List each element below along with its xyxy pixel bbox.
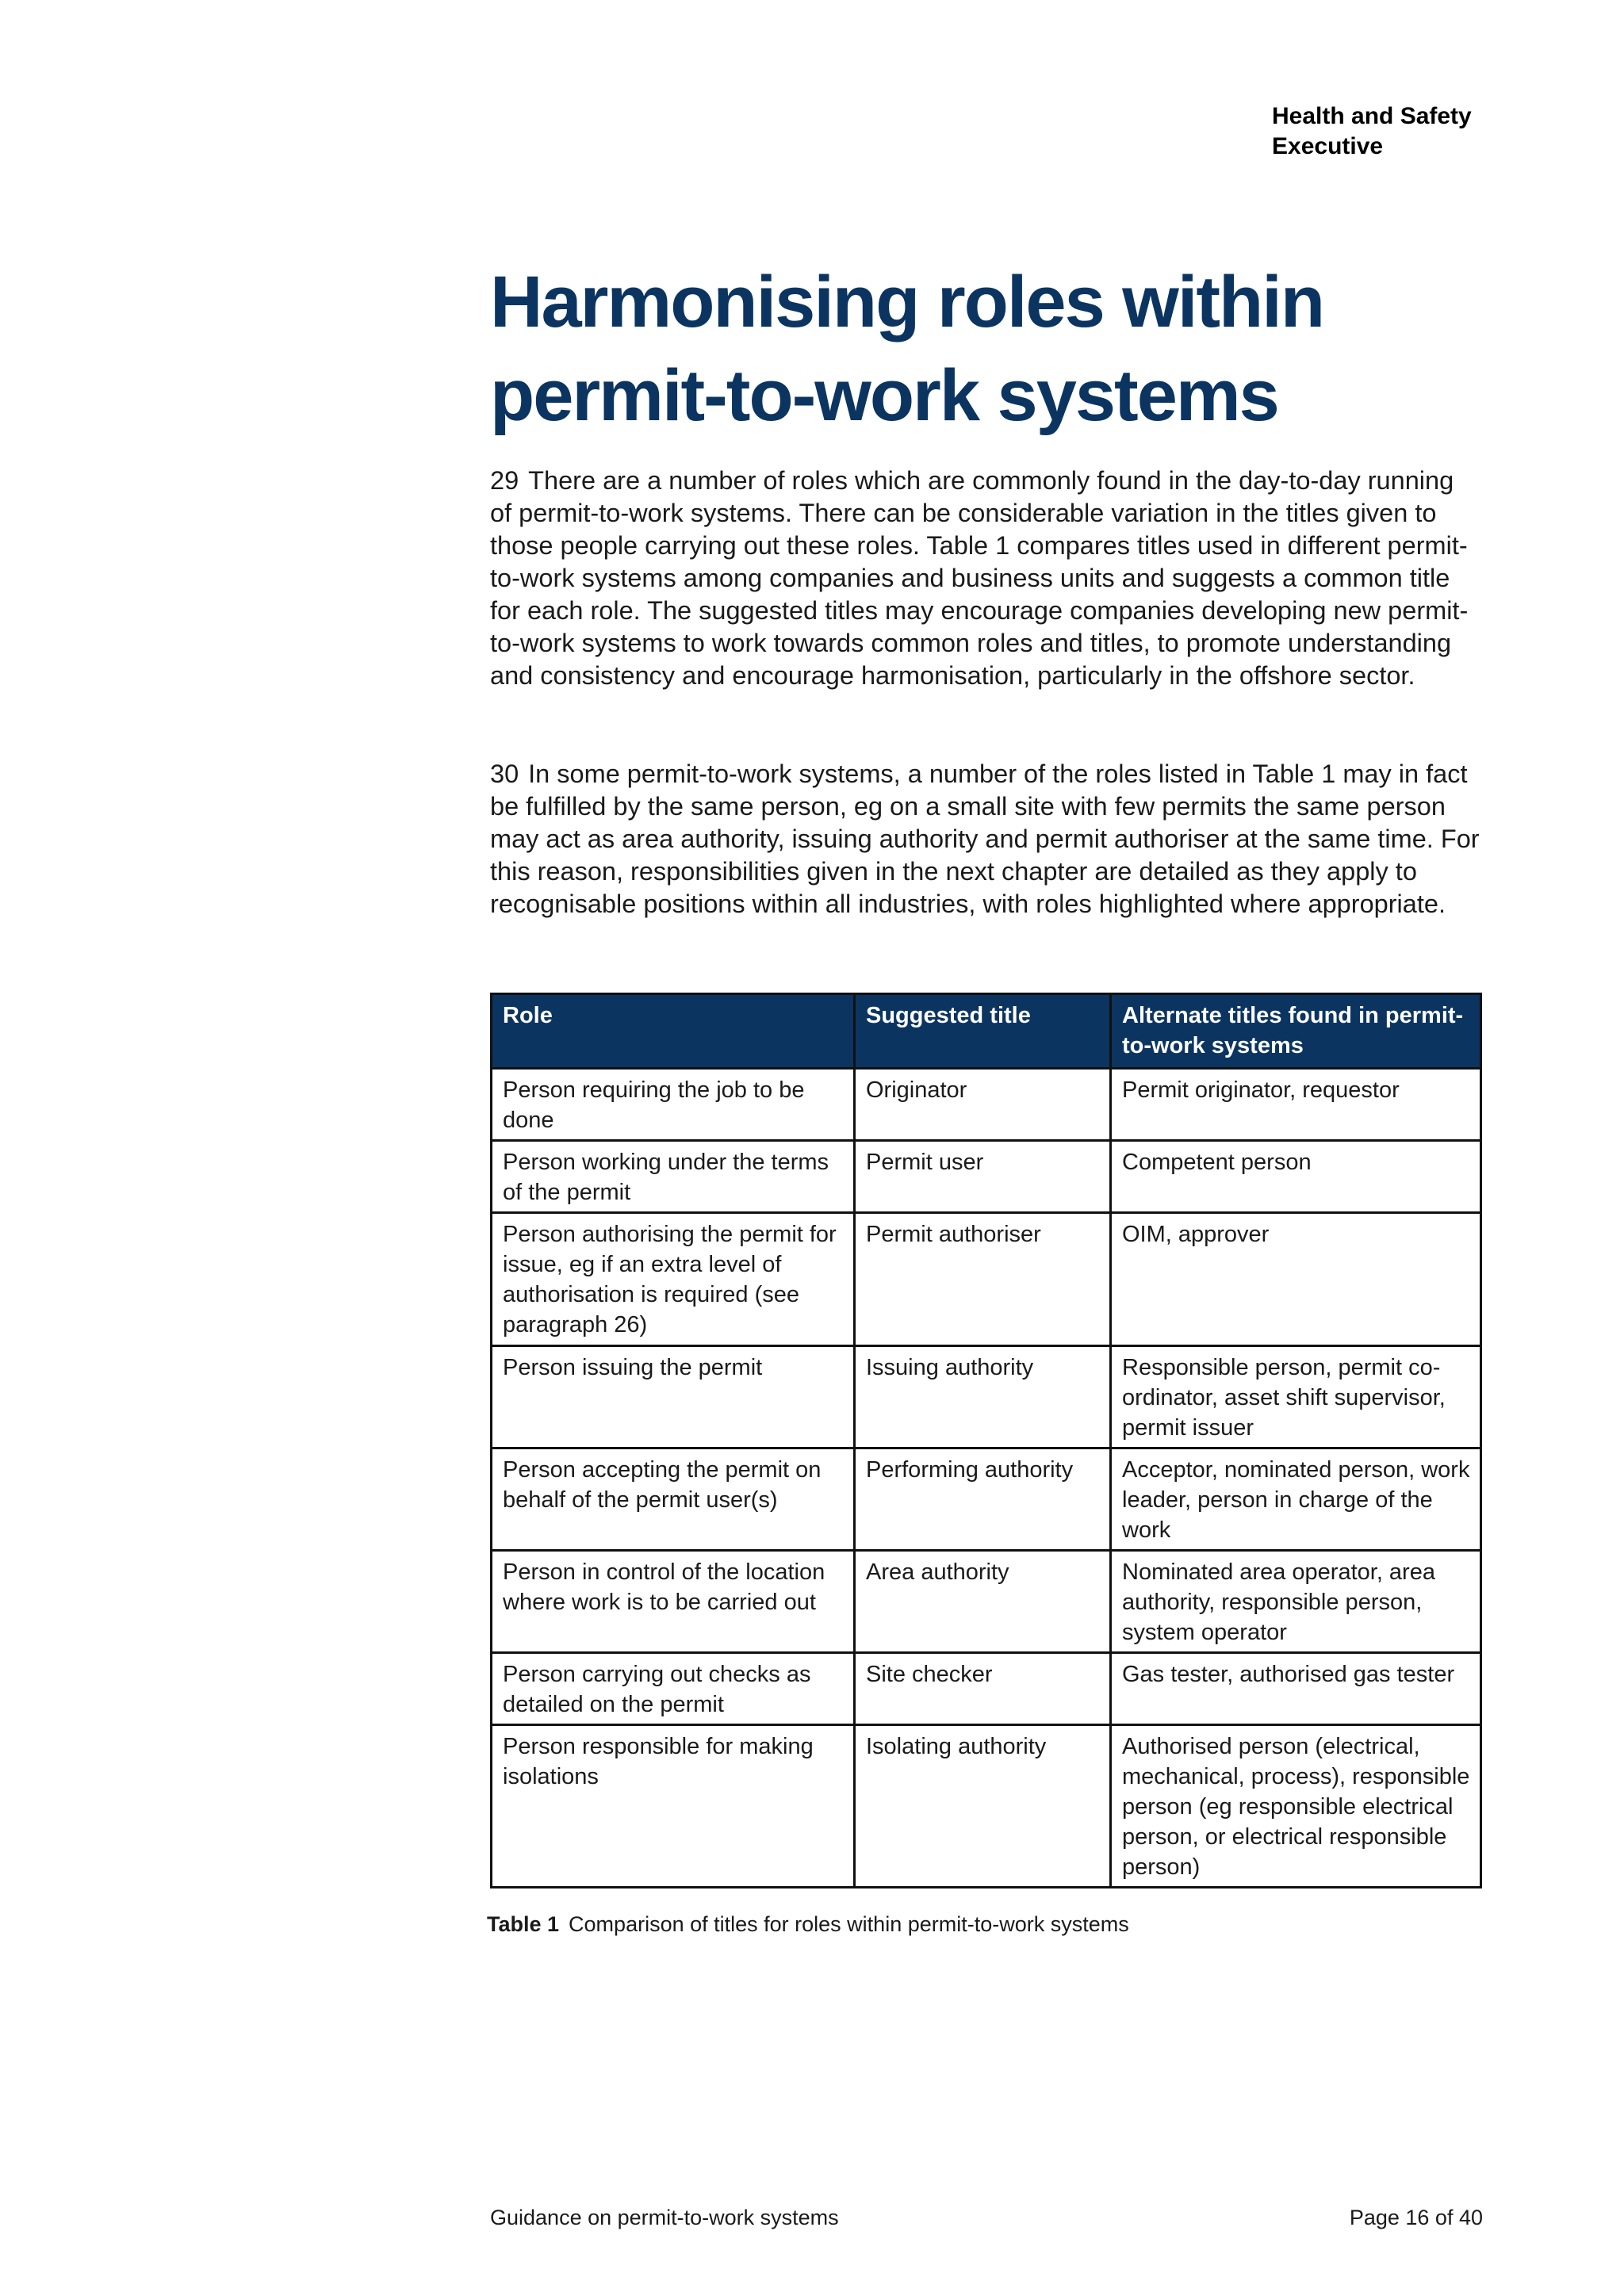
alternate-titles-cell: Nominated area operator, area authority, responsible person, system operator xyxy=(1111,1551,1481,1653)
roles-table xyxy=(490,993,1482,1888)
table-row xyxy=(492,1725,1481,1888)
alternate-titles-cell: OIM, approver xyxy=(1111,1213,1481,1346)
alternate-titles-cell: Acceptor, nominated person, work leader, person in charge of the work xyxy=(1111,1448,1481,1551)
table-caption-text: Comparison of titles for roles within permit-to-work systems xyxy=(569,1912,1129,1936)
suggested-title-cell: Isolating authority xyxy=(855,1725,1111,1888)
paragraph-number: 30 xyxy=(490,760,519,788)
alternate-titles-cell: Responsible person, permit co-ordinator, asset shift supervisor, permit issuer xyxy=(1111,1346,1481,1448)
footer-page-number: Page 16 of 40 xyxy=(1349,2206,1483,2229)
role-cell: Person requiring the job to be done xyxy=(492,1069,855,1141)
suggested-title-cell: Permit user xyxy=(855,1141,1111,1213)
role-cell: Person responsible for making isolations xyxy=(492,1725,855,1888)
organisation-name xyxy=(1272,101,1534,162)
role-cell: Person issuing the permit xyxy=(492,1346,855,1448)
organisation-name-line2: Executive xyxy=(1272,133,1384,159)
table-row xyxy=(492,1551,1481,1653)
table-row xyxy=(492,1448,1481,1551)
table-row xyxy=(492,1653,1481,1725)
suggested-title-cell: Site checker xyxy=(855,1653,1111,1725)
footer-document-title: Guidance on permit-to-work systems xyxy=(490,2206,839,2229)
column-header-role: Role xyxy=(492,994,855,1069)
page-title: Harmonising roles within permit-to-work systems xyxy=(490,262,1324,436)
alternate-titles-cell: Authorised person (electrical, mechanical, process), responsible person (eg responsible electrical person, or electrical responsible person) xyxy=(1111,1725,1481,1888)
suggested-title-cell: Originator xyxy=(855,1069,1111,1141)
role-cell: Person in control of the location where work is to be carried out xyxy=(492,1551,855,1653)
role-cell: Person authorising the permit for issue, eg if an extra level of authorisation is required (see paragraph 26) xyxy=(492,1213,855,1346)
table-row xyxy=(492,1346,1481,1448)
alternate-titles-cell: Gas tester, authorised gas tester xyxy=(1111,1653,1481,1725)
role-cell: Person carrying out checks as detailed on the permit xyxy=(492,1653,855,1725)
alternate-titles-cell: Permit originator, requestor xyxy=(1111,1069,1481,1141)
suggested-title-cell: Performing authority xyxy=(855,1448,1111,1551)
paragraph-text: In some permit-to-work systems, a number of the roles listed in Table 1 may in fact be fulfilled by the same person, eg on a small site with few permits the same person may act as area authority, issuing authority and permit authoriser at the same time. For this reason, responsibilities given in the next chapter are detailed as they apply to recognisable positions within all industries, with roles highlighted where appropriate. xyxy=(490,760,1480,918)
alternate-titles-cell: Competent person xyxy=(1111,1141,1481,1213)
table-caption-label: Table 1 xyxy=(487,1912,560,1936)
column-header-suggested-title: Suggested title xyxy=(855,994,1111,1069)
organisation-name-line1: Health and Safety xyxy=(1272,103,1472,129)
paragraph-text: There are a number of roles which are commonly found in the day-to-day running of permit-to-work systems. There can be considerable variation in the titles given to those people carrying out these roles. Table 1 compares titles used in different permit-to-work systems among companies and business units and suggests a common title for each role. The suggested titles may encourage companies developing new permit-to-work systems to work towards common roles and titles, to promote understanding and consistency and encourage harmonisation, particularly in the offshore sector. xyxy=(490,466,1469,690)
table-caption xyxy=(487,1911,1129,1938)
paragraph-number: 29 xyxy=(490,466,519,495)
table-header-row xyxy=(492,994,1481,1069)
paragraph-30 xyxy=(490,758,1481,920)
suggested-title-cell: Area authority xyxy=(855,1551,1111,1653)
column-header-alternate-titles: Alternate titles found in permit-to-work systems xyxy=(1111,994,1481,1069)
table-row xyxy=(492,1213,1481,1346)
table-row xyxy=(492,1141,1481,1213)
suggested-title-cell: Permit authoriser xyxy=(855,1213,1111,1346)
role-cell: Person accepting the permit on behalf of the permit user(s) xyxy=(492,1448,855,1551)
table-row xyxy=(492,1069,1481,1141)
paragraph-29 xyxy=(490,465,1481,692)
suggested-title-cell: Issuing authority xyxy=(855,1346,1111,1448)
role-cell: Person working under the terms of the permit xyxy=(492,1141,855,1213)
